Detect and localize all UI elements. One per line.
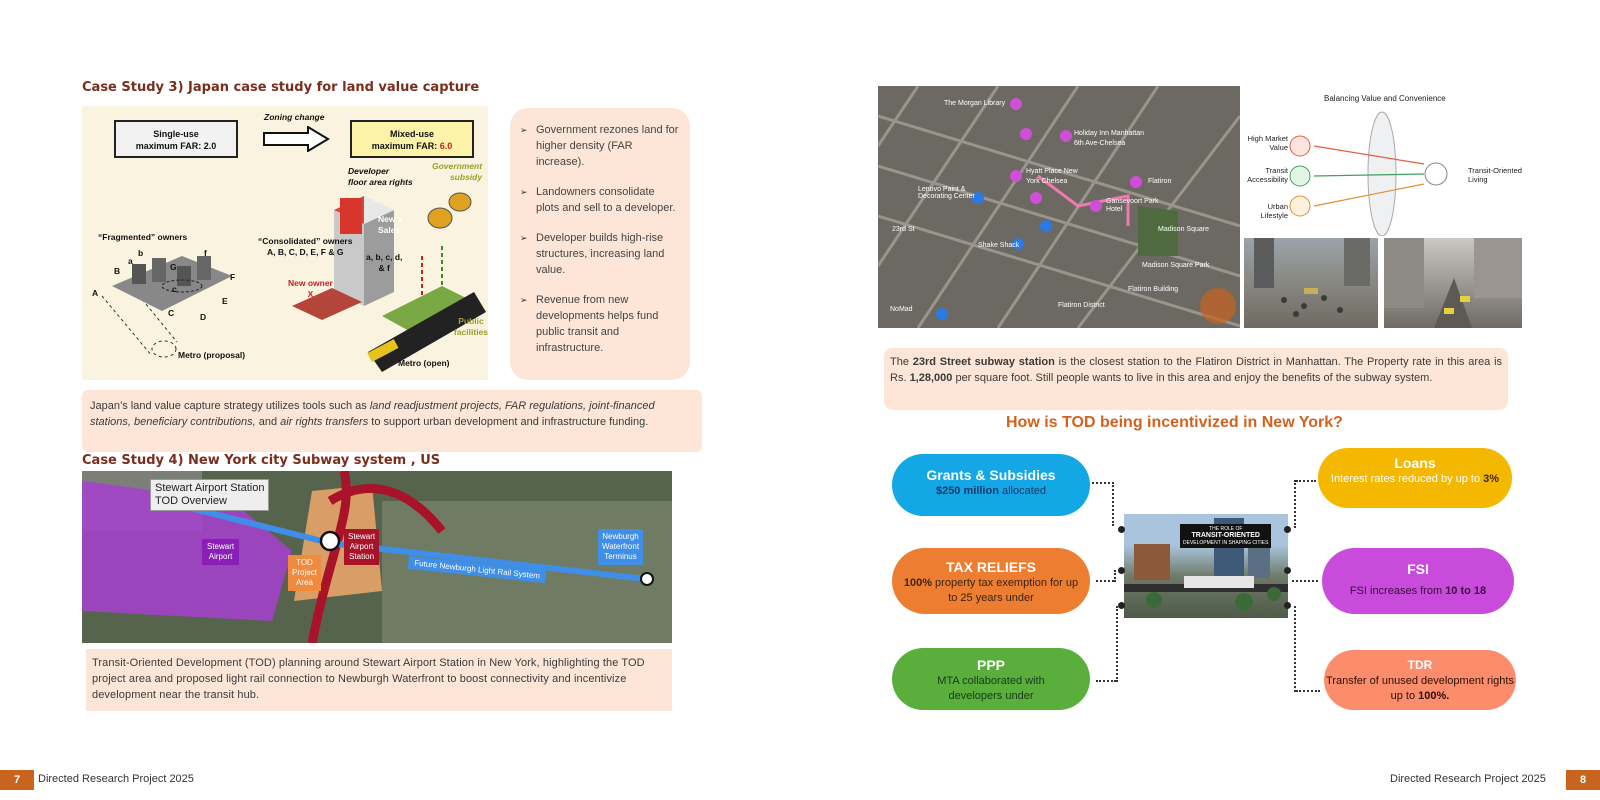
new-sales-label (378, 214, 403, 236)
tdr-percent: 100%. (1418, 690, 1450, 702)
owner-letter-b: B (114, 266, 121, 276)
tod-planning-note: Transit-Oriented Development (TOD) planning around Stewart Airport Station in New York, highlighting the TOD project area and proposed light rail connection to Newburgh Waterfront to boost connectivity and incentivize development near the transit hub. (86, 649, 672, 711)
japan-note-tools: land readjustment projects, FAR regulations, joint-financed stations, beneficiary contributions, (90, 400, 655, 428)
newburgh-3: Terminus (604, 552, 637, 561)
owner-letter-c: C (168, 308, 175, 318)
grants-title: Grants & Subsidies (926, 467, 1056, 483)
gov-subsidy-1: Government (432, 161, 483, 171)
center-image-line1: THE ROLE OF (1209, 526, 1243, 532)
street-photo-2 (1384, 238, 1522, 328)
street-photo-2-illustration (1384, 238, 1522, 328)
connector-node (1284, 602, 1291, 609)
developer-rights-1: Developer (348, 166, 390, 176)
map-overview-2: TOD Overview (155, 495, 227, 507)
connector-line (1296, 480, 1316, 482)
tod-2: Project (292, 568, 317, 577)
mixed-use-far-text: maximum FAR: (371, 141, 440, 151)
station-2: Airport (349, 542, 374, 551)
aerial-label: NoMad (890, 306, 913, 313)
consolidated-owners-label (258, 236, 352, 258)
tdr-prefix: Transfer of unused development rights up to (1326, 675, 1514, 702)
case-study-4-title: Case Study 4) New York city Subway system , US (82, 453, 441, 468)
aerial-label: The Morgan Library (944, 100, 1006, 107)
newburgh-2: Waterfront (602, 542, 640, 551)
gov-subsidy-2: subsidy (449, 172, 483, 182)
public-1: Public (458, 316, 484, 326)
center-image-title (1180, 524, 1271, 548)
grants-suffix: allocated (998, 485, 1047, 497)
japan-strategy-note (82, 390, 702, 452)
loans-card (1318, 448, 1512, 508)
mixed-use-far-value: 6.0 (439, 141, 453, 151)
owner-letter-e: E (222, 296, 228, 306)
connector-line (1114, 570, 1116, 582)
light-rail-tag: Future Newburgh Light Rail System (408, 556, 547, 583)
aerial-label: Flatiron District (1058, 302, 1105, 309)
loans-prefix: Interest rates reduced by up to (1330, 473, 1484, 485)
balance-high-market-value: High Market Value (1247, 134, 1288, 152)
japan-bullet-list (520, 122, 680, 356)
loans-title: Loans (1394, 455, 1436, 471)
tod-incentive-heading: How is TOD being incentivized in New York? (1006, 414, 1343, 431)
japan-note-text-2: to support urban development and infrastructure funding. (368, 416, 649, 428)
airport-2: Airport (208, 552, 233, 561)
subway-note-3: per square foot. Still people wants to live in this area and enjoy the benefits of the subway system. (952, 372, 1433, 384)
balancing-diagram (1244, 90, 1534, 236)
tax-suffix: property tax exemption for up to 25 years under (932, 577, 1079, 604)
airport-1: Stewart (207, 542, 235, 551)
connector-node (1118, 567, 1125, 574)
fsi-text (1322, 584, 1514, 599)
aerial-label: Lenovo Paint & Decorating Center (918, 186, 975, 200)
connector-line (1294, 480, 1296, 528)
bullet-item: ➢ Revenue from new developments helps fund public transit and infrastructure. (520, 292, 680, 356)
consolidated-2: A, B, C, D, E, F & G (266, 247, 344, 257)
footer-left: Directed Research Project 2025 (38, 773, 194, 785)
connector-line (1116, 606, 1118, 682)
map-overview-label (150, 479, 269, 511)
stewart-station-tag (344, 529, 379, 565)
center-image-line2: TRANSIT-ORIENTED (1191, 532, 1260, 539)
fsi-card (1322, 548, 1514, 614)
page-number-tag: 8 (1566, 770, 1600, 790)
metro-proposal-label: Metro (proposal) (178, 350, 246, 360)
connector-line (1292, 580, 1318, 582)
subway-note-2: is the closest station to the Flatiron District in Manhattan. The Property rate in this area is Rs. (890, 356, 1503, 384)
flatiron-aerial-map (878, 86, 1240, 328)
zoning-change-label: Zoning change (264, 112, 325, 122)
owner-letter-d: D (200, 312, 207, 322)
aerial-illustration (878, 86, 1240, 328)
aerial-label: Madison Square (1158, 226, 1209, 233)
tax-text (892, 576, 1090, 606)
page-number-tag: 7 (0, 770, 34, 790)
owner-letter-b-small: b (138, 248, 144, 258)
owner-letter-g: G (170, 262, 177, 272)
connector-line (1092, 482, 1114, 484)
street-photo-1 (1244, 238, 1378, 328)
loans-rate: 3% (1483, 473, 1500, 485)
street-photo-1-illustration (1244, 238, 1378, 328)
stewart-airport-tag (202, 539, 239, 565)
subway-note-rate: 1,28,000 (909, 372, 953, 384)
connector-node (1118, 526, 1125, 533)
bullet-item: ➢ Developer builds high-rise structures, increasing land value. (520, 230, 680, 278)
japan-note-and: and (255, 416, 281, 428)
owner-letter-f-small: f (204, 248, 207, 258)
connector-line (1096, 580, 1114, 582)
case-study-3-title: Case Study 3) Japan case study for land value capture (82, 80, 480, 95)
aerial-label: Holiday Inn Manhattan (1074, 130, 1145, 137)
connector-line (1296, 690, 1320, 692)
tax-reliefs-card (892, 548, 1090, 614)
grants-subsidies-card (892, 454, 1090, 516)
tod-3: Area (296, 578, 313, 587)
connector-line (1096, 680, 1116, 682)
map-overview-1: Stewart Airport Station (155, 482, 265, 494)
new-sales-2: Sales (378, 225, 401, 235)
grants-text (892, 484, 1090, 499)
bullet-item: ➢ Government rezones land for higher density (FAR increase). (520, 122, 680, 170)
abcd-2: & f (378, 263, 390, 273)
japan-note-air-rights: air rights transfers (280, 416, 369, 428)
aerial-label: 23rd St (892, 226, 915, 233)
abcd-1: a, b, c, d, (366, 252, 403, 262)
center-image-line3: DEVELOPMENT IN SHAPING CITIES (1183, 540, 1269, 546)
station-1: Stewart (348, 532, 376, 541)
aerial-label: Hotel (1106, 206, 1123, 213)
station-3: Station (349, 552, 375, 561)
loans-text (1318, 472, 1512, 487)
aerial-label: Hyatt Place New (1026, 168, 1078, 175)
metro-open-label: Metro (open) (398, 358, 450, 368)
fsi-title: FSI (1407, 561, 1429, 577)
abcd-label (366, 252, 402, 274)
ppp-text: MTA collaborated with developers under (937, 675, 1045, 702)
new-sales-1: New (378, 214, 396, 224)
aerial-label: Madison Square Park (1142, 262, 1210, 269)
tdr-card (1324, 650, 1516, 710)
aerial-label: York Chelsea (1026, 178, 1068, 185)
owner-letter-a-small: a (128, 256, 133, 266)
public-facilities-label (454, 316, 488, 338)
subway-station-note (884, 348, 1508, 410)
owner-letter-f: F (230, 272, 236, 282)
single-use-label: Single-use (153, 129, 199, 139)
tdr-text (1324, 674, 1516, 704)
new-owner-2: X (307, 289, 314, 299)
tax-title: TAX RELIEFS (946, 559, 1036, 575)
grants-amount: $250 million (935, 485, 999, 497)
tax-percent: 100% (903, 577, 932, 589)
japan-note-text-1: Japan’s land value capture strategy utilizes tools such as (90, 400, 370, 412)
balance-urban-lifestyle: Urban Lifestyle (1260, 202, 1288, 220)
new-owner-1: New owner (288, 278, 333, 288)
connector-line (1112, 482, 1114, 526)
balancing-title: Balancing Value and Convenience (1324, 94, 1446, 103)
newburgh-terminus-tag (598, 529, 643, 565)
fsi-range: 10 to 18 (1445, 585, 1487, 597)
subway-note-1: The (890, 356, 913, 368)
stewart-airport-map (82, 471, 672, 643)
new-owner-label (288, 278, 333, 300)
aerial-label: Flatiron Building (1128, 286, 1179, 293)
owner-letter-a: A (92, 288, 99, 298)
newburgh-1: Newburgh (602, 532, 639, 541)
consolidated-1: “Consolidated” owners (258, 236, 353, 246)
developer-rights-2: floor area rights (348, 177, 413, 187)
aerial-label: Gansevoort Park (1106, 198, 1159, 205)
land-value-capture-diagram (82, 106, 488, 380)
ppp-title: PPP (976, 657, 1005, 673)
connector-node (1118, 602, 1125, 609)
new-sales-x: x (397, 214, 403, 224)
ppp-card (892, 648, 1090, 710)
japan-bullet-panel (510, 108, 690, 380)
fsi-prefix: FSI increases from (1349, 585, 1446, 597)
owner-letter-c-small: c (172, 284, 177, 294)
aerial-label: Flatiron (1148, 178, 1172, 185)
connector-node (1284, 567, 1291, 574)
tdr-title: TDR (1407, 658, 1433, 672)
single-use-far: maximum FAR: 2.0 (135, 141, 217, 151)
aerial-label: 6th Ave-Chelsea (1074, 140, 1126, 147)
fragmented-owners-label: “Fragmented” owners (98, 232, 188, 242)
tod-center-image (1124, 514, 1288, 618)
subway-note-station: 23rd Street subway station (912, 356, 1055, 368)
balance-result: Transit-Oriented Living (1468, 166, 1522, 184)
connector-node (1284, 526, 1291, 533)
connector-line (1294, 606, 1296, 692)
aerial-label: Shake Shack (978, 242, 1020, 249)
mixed-use-label: Mixed-use (389, 129, 434, 139)
tod-1: TOD (296, 558, 313, 567)
balance-transit-accessibility: Transit Accessibility (1247, 166, 1288, 184)
public-2: facilities (454, 327, 488, 337)
bullet-item: ➢ Landowners consolidate plots and sell to a developer. (520, 184, 680, 216)
tod-project-area-tag (288, 555, 321, 591)
footer-right: Directed Research Project 2025 (1390, 773, 1546, 785)
